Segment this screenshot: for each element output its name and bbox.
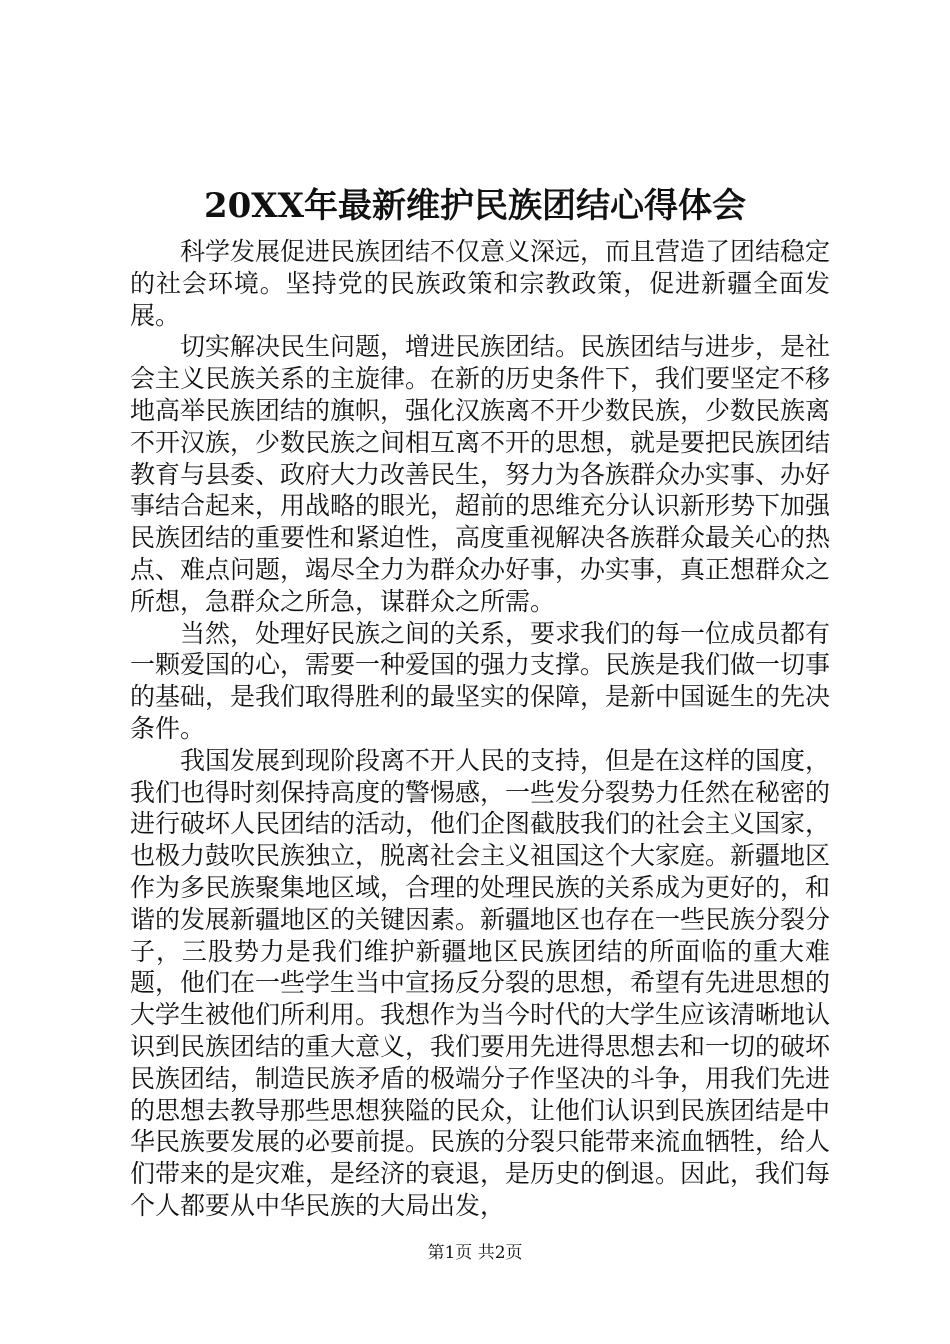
paragraph-2: 切实解决民生问题，增进民族团结。民族团结与进步，是社会主义民族关系的主旋律。在新的历史条件下，我们要坚定不移地高举民族团结的旗帜，强化汉族离不开少数民族，少数民族离不开汉族，少数民族之间相互离不开的思想，就是要把民族团结教育与县委、政府大力改善民生，努力为各族群众办实事、办好事结合起来，用战略的眼光，超前的思维充分认识新形势下加强民族团结的重要性和紧迫性，高度重视解决各族群众最关心的热点、难点问题，竭尽全力为群众办好事，办实事，真正想群众之所想，急群众之所急，谋群众之所需。	[130, 332, 831, 616]
document-title: 20XX年最新维护民族团结心得体会	[203, 186, 747, 226]
paragraph-4: 我国发展到现阶段离不开人民的支持，但是在这样的国度，我们也得时刻保持高度的警惕感，一些发分裂势力任然在秘密的进行破坏人民团结的活动，他们企图截肢我们的社会主义国家，也极力鼓吹民族独立，脱离社会主义祖国这个大家庭。新疆地区作为多民族聚集地区域，合理的处理民族的关系成为更好的，和谐的发展新疆地区的关键因素。新疆地区也存在一些民族分裂分子，三股势力是我们维护新疆地区民族团结的所面临的重大难题，他们在一些学生当中宣扬反分裂的思想，希望有先进思想的大学生被他们所利用。我想作为当今时代的大学生应该清晰地认识到民族团结的重大意义，我们要用先进得思想去和一切的破坏民族团结，制造民族矛盾的极端分子作坚决的斗争，用我们先进的思想去教导那些思想狭隘的民众，让他们认识到民族团结是中华民族要发展的必要前提。民族的分裂只能带来流血牺牲，给人们带来的是灾难，是经济的衰退，是历史的倒退。因此，我们每个人都要从中华民族的大局出发，	[130, 745, 831, 1220]
page-number-footer: 第1页 共2页	[427, 1243, 523, 1263]
document-body	[130, 236, 830, 1222]
paragraph-1: 科学发展促进民族团结不仅意义深远，而且营造了团结稳定的社会环境。坚持党的民族政策和宗教政策，促进新疆全面发展。	[130, 237, 831, 330]
paragraph-3: 当然，处理好民族之间的关系，要求我们的每一位成员都有一颗爱国的心，需要一种爱国的强力支撑。民族是我们做一切事的基础，是我们取得胜利的最坚实的保障，是新中国诞生的先决条件。	[130, 618, 831, 743]
